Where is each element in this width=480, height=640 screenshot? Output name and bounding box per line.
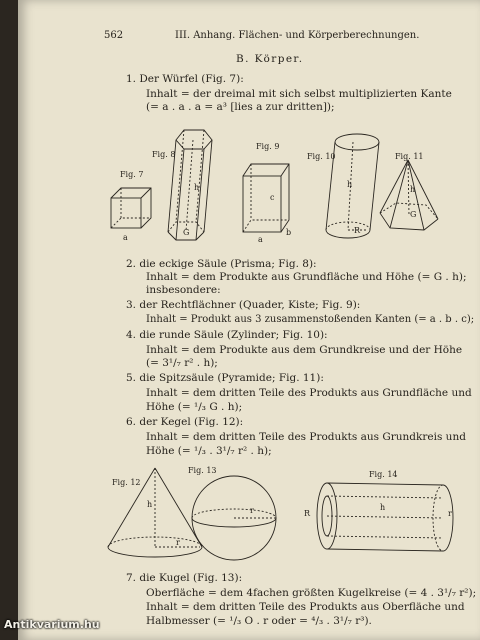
fig9-label: b — [286, 228, 292, 237]
lower-figures — [18, 0, 480, 640]
section-title: B. Körper. — [236, 53, 304, 65]
fig14-label: r — [448, 509, 452, 518]
fig8-label: G — [183, 228, 190, 237]
fig9-caption: Fig. 9 — [256, 142, 280, 151]
item-1-line: Inhalt = der dreimal mit sich selbst multiplizierten Kante — [146, 88, 452, 100]
fig10-label: R — [354, 226, 361, 235]
fig9-label: c — [270, 193, 275, 202]
item-4-heading: 4. die runde Säule (Zylinder; Fig. 10): — [126, 329, 328, 341]
book-page — [18, 0, 480, 640]
item-7-line: Halbmesser (= ¹/₃ O . r oder = ⁴/₃ . 3¹/₇ r³). — [146, 615, 372, 627]
fig13-sphere-drawing — [192, 476, 276, 560]
fig14-caption: Fig. 14 — [369, 470, 398, 479]
fig12-label: h — [147, 500, 153, 509]
fig7-label: a — [123, 233, 128, 242]
item-7-heading: 7. die Kugel (Fig. 13): — [126, 572, 243, 584]
item-4-line: Inhalt = dem Produkte aus dem Grundkreise und der Höhe — [146, 344, 463, 356]
fig10-label: h — [347, 180, 353, 189]
fig11-label: G — [410, 210, 417, 219]
fig12-label: r — [176, 538, 180, 547]
item-5-heading: 5. die Spitzsäule (Pyramide; Fig. 11): — [126, 372, 324, 384]
fig14-label: h — [380, 503, 386, 512]
fig7-caption: Fig. 7 — [120, 170, 144, 179]
page-number: 562 — [104, 30, 124, 41]
fig13-caption: Fig. 13 — [188, 466, 217, 475]
item-4-line: (= 3¹/₇ r² . h); — [146, 357, 218, 369]
fig12-caption: Fig. 12 — [112, 478, 141, 487]
fig14-label: R — [304, 509, 311, 518]
fig13-label: r — [250, 506, 254, 515]
running-title: III. Anhang. Flächen- und Körperberechnungen. — [175, 30, 420, 41]
fig11-caption: Fig. 11 — [395, 152, 424, 161]
item-5-line: Inhalt = dem dritten Teile des Produkts aus Grundfläche und — [146, 387, 472, 399]
fig10-caption: Fig. 10 — [307, 152, 336, 161]
fig8-label: h — [194, 183, 200, 192]
item-6-line: Höhe (= ¹/₃ . 3¹/₇ r² . h); — [146, 445, 272, 457]
item-7-line: Inhalt = dem dritten Teile des Produkts aus Oberfläche und — [146, 601, 465, 613]
item-1-line: (= a . a . a = a³ [lies a zur dritten]); — [146, 101, 335, 113]
item-2-line: Inhalt = dem Produkte aus Grundfläche und Höhe (= G . h); — [146, 271, 467, 283]
fig8-caption: Fig. 8 — [152, 150, 176, 159]
item-2-heading: 2. die eckige Säule (Prisma; Fig. 8): — [126, 258, 317, 270]
item-7-line: Oberfläche = dem 4fachen größten Kugelkreise (= 4 . 3¹/₇ r²); — [146, 587, 477, 599]
item-6-heading: 6. der Kegel (Fig. 12): — [126, 416, 244, 428]
item-3-heading: 3. der Rechtflächner (Quader, Kiste; Fig. 9): — [126, 299, 361, 311]
item-6-line: Inhalt = dem dritten Teile des Produkts aus Grundkreis und — [146, 431, 466, 443]
item-3-line: Inhalt = Produkt aus 3 zusammenstoßenden Kanten (= a . b . c); — [146, 314, 475, 325]
item-1-heading: 1. Der Würfel (Fig. 7): — [126, 73, 244, 85]
fig9-label: a — [258, 235, 263, 244]
fig14-tube-drawing — [317, 483, 453, 551]
fig11-label: h — [410, 185, 416, 194]
item-2-line: insbesondere: — [146, 284, 221, 296]
watermark-text: Antikvarium.hu — [4, 618, 100, 631]
item-5-line: Höhe (= ¹/₃ G . h); — [146, 401, 243, 413]
